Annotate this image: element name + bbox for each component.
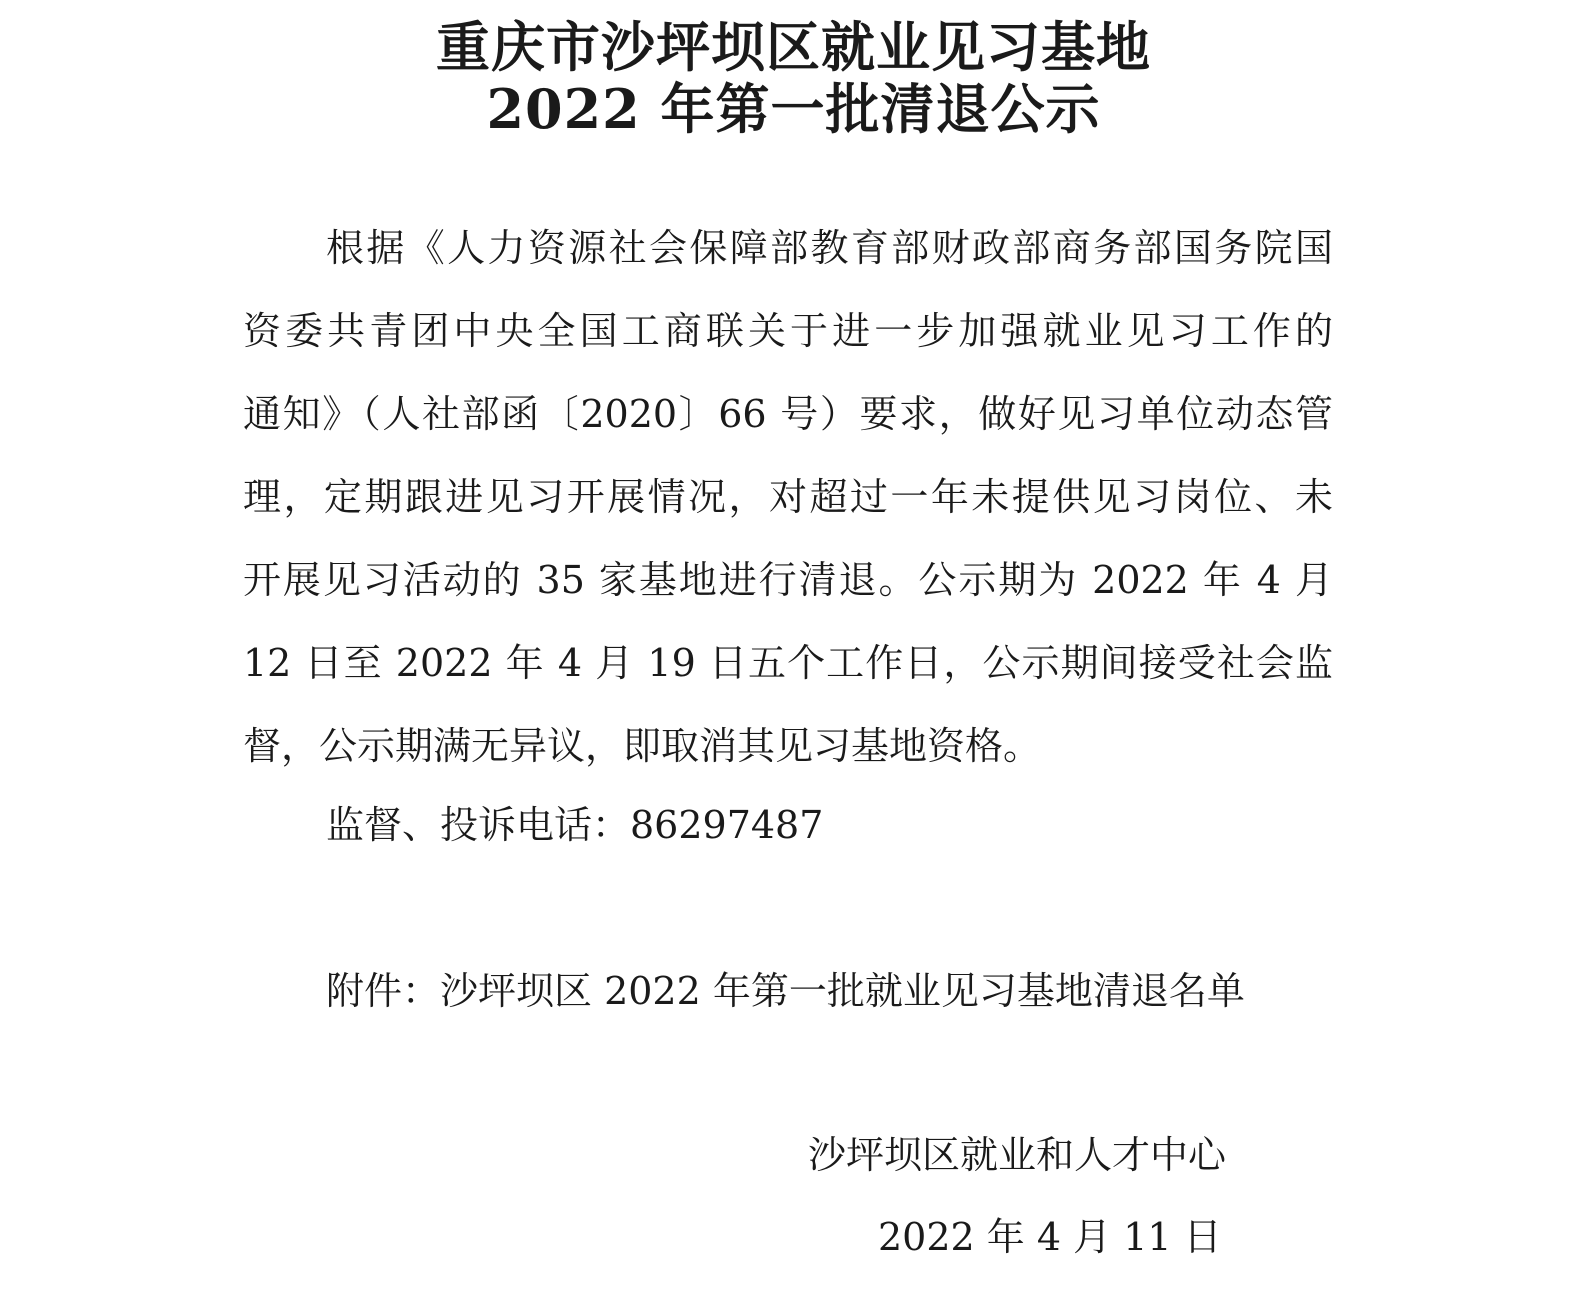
signature-date: 2022 年 4 月 11 日: [878, 1215, 1222, 1259]
body-line-5: 开展见习活动的 35 家基地进行清退。公示期为 2022 年 4 月: [243, 558, 1333, 602]
body-line-6: 12 日至 2022 年 4 月 19 日五个工作日，公示期间接受社会监: [243, 641, 1333, 685]
body-line-3: 通知》（人社部函〔2020〕66 号）要求，做好见习单位动态管: [243, 392, 1333, 436]
title-line-1: 重庆市沙坪坝区就业见习基地: [436, 15, 1151, 79]
contact-phone: 监督、投诉电话：86297487: [326, 803, 824, 847]
signature-org: 沙坪坝区就业和人才中心: [808, 1133, 1227, 1177]
attachment-note: 附件：沙坪坝区 2022 年第一批就业见习基地清退名单: [326, 969, 1245, 1013]
body-line-4: 理，定期跟进见习开展情况，对超过一年未提供见习岗位、未: [243, 475, 1333, 519]
body-line-1: 根据《人力资源社会保障部教育部财政部商务部国务院国: [326, 226, 1333, 270]
body-line-7: 督，公示期满无异议，即取消其见习基地资格。: [243, 724, 1042, 768]
title-line-2: 2022 年第一批清退公示: [486, 77, 1101, 141]
body-line-2: 资委共青团中央全国工商联关于进一步加强就业见习工作的: [243, 309, 1333, 353]
